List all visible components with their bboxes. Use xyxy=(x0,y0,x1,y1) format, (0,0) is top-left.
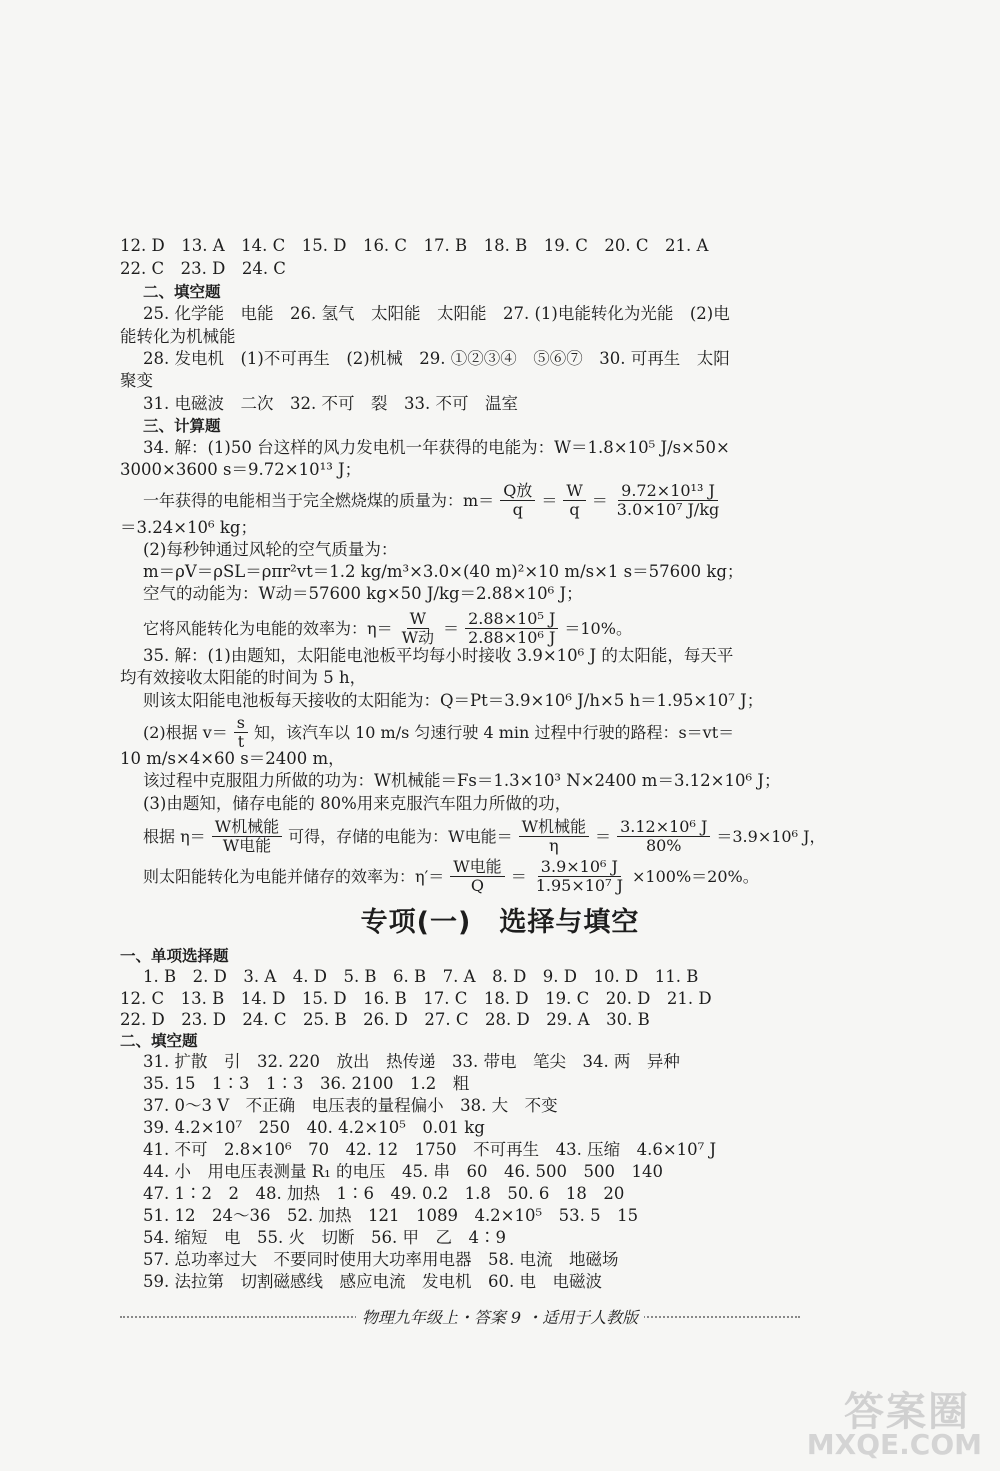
equation-text: ＝3.9×10⁶ J， xyxy=(716,826,826,846)
answer-line: 聚变 xyxy=(120,371,153,390)
answer-line: 44. 小 用电压表测量 R₁ 的电压 45. 串 60 46. 500 500 140 xyxy=(143,1162,663,1181)
denominator: t xyxy=(237,732,245,751)
denominator: W动 xyxy=(401,628,435,647)
answer-line: 22. C 23. D 24. C xyxy=(120,259,286,278)
denominator: 2.88×10⁶ J xyxy=(468,628,556,647)
equation-solar-efficiency xyxy=(143,858,759,895)
answer-line: 57. 总功率过大 不要同时使用大功率用电器 58. 电流 地磁场 xyxy=(143,1250,619,1269)
equation-text: 根据 η＝ xyxy=(143,826,206,846)
equals-sign: ＝ xyxy=(541,490,558,510)
footer-label: 物理九年级上・答案 9 ・适用于人教版 xyxy=(356,1308,644,1327)
numerator: W xyxy=(563,482,585,501)
fraction xyxy=(563,482,585,519)
equation-text: ＝10%。 xyxy=(564,618,632,638)
solution-line: ＝3.24×10⁶ kg； xyxy=(120,518,257,537)
solution-line: 空气的动能为：W动＝57600 kg×50 J/kg＝2.88×10⁶ J； xyxy=(143,584,583,603)
equation-text: ×100%＝20%。 xyxy=(632,866,759,886)
equation-distance xyxy=(143,714,734,751)
equals-sign: ＝ xyxy=(595,826,612,846)
fraction xyxy=(617,818,710,855)
fraction xyxy=(234,714,248,751)
answer-line: 22. D 23. D 24. C 25. B 26. D 27. C 28. D 29. A 30. B xyxy=(120,1010,650,1029)
denominator: q xyxy=(569,500,580,519)
page-footer xyxy=(0,1305,1000,1328)
answer-line: 35. 15 1∶3 1∶3 36. 2100 1.2 粗 xyxy=(143,1074,470,1093)
solution-line: 均有效接收太阳能的时间为 5 h， xyxy=(120,668,367,687)
denominator: W电能 xyxy=(222,836,272,855)
fraction xyxy=(519,818,589,855)
numerator: Q放 xyxy=(500,482,535,501)
fraction xyxy=(465,610,558,647)
numerator: W xyxy=(407,610,429,629)
answer-line: 39. 4.2×10⁷ 250 40. 4.2×10⁵ 0.01 kg xyxy=(143,1118,485,1137)
numerator: W机械能 xyxy=(519,818,589,837)
solution-line: 34. 解：(1)50 台这样的风力发电机一年获得的电能为：W＝1.8×10⁵ J/s×50× xyxy=(143,438,730,457)
section-heading: 二、填空题 xyxy=(120,1032,198,1050)
fraction xyxy=(614,482,722,519)
section-heading: 三、计算题 xyxy=(143,417,221,435)
numerator: 3.9×10⁶ J xyxy=(538,858,621,877)
denominator: Q xyxy=(470,876,485,895)
answer-line: 能转化为机械能 xyxy=(120,327,236,346)
answer-line: 54. 缩短 电 55. 火 切断 56. 甲 乙 4∶9 xyxy=(143,1228,506,1247)
equation-coal-mass xyxy=(143,482,724,519)
equation-text: 则太阳能转化为电能并储存的效率为：η′＝ xyxy=(143,866,445,886)
denominator: 3.0×10⁷ J/kg xyxy=(616,500,720,519)
answer-line: 31. 扩散 引 32. 220 放出 热传递 33. 带电 笔尖 34. 两 异种 xyxy=(143,1052,680,1071)
solution-line: (3)由题知，储存电能的 80%用来克服汽车阻力所做的功， xyxy=(143,794,572,813)
equation-text: 一年获得的电能相当于完全燃烧煤的质量为：m＝ xyxy=(143,490,495,510)
fraction xyxy=(212,818,282,855)
answer-line: 1. B 2. D 3. A 4. D 5. B 6. B 7. A 8. D 9. D 10. D 11. B xyxy=(143,967,699,986)
numerator: s xyxy=(234,714,248,733)
equals-sign: ＝ xyxy=(591,490,608,510)
answer-line: 25. 化学能 电能 26. 氢气 太阳能 太阳能 27. (1)电能转化为光能 (2)电 xyxy=(143,304,730,323)
equation-text: 它将风能转化为电能的效率为：η＝ xyxy=(143,618,393,638)
watermark-url: MXQE.COM xyxy=(806,1428,982,1461)
solution-line: m＝ρV＝ρSL＝ρπr²vt＝1.2 kg/m³×3.0×(40 m)²×10 m/s×1 s＝57600 kg； xyxy=(143,562,744,581)
equation-text: 知，该汽车以 10 m/s 匀速行驶 4 min 过程中行驶的路程：s＝vt＝ xyxy=(254,722,735,742)
fraction xyxy=(533,858,626,895)
denominator: η xyxy=(549,836,559,855)
numerator: 2.88×10⁵ J xyxy=(465,610,558,629)
equals-sign: ＝ xyxy=(443,618,460,638)
answer-line: 59. 法拉第 切割磁感线 感应电流 发电机 60. 电 电磁波 xyxy=(143,1272,602,1291)
fraction xyxy=(500,482,535,519)
answer-line: 12. D 13. A 14. C 15. D 16. C 17. B 18. B 19. C 20. C 21. A xyxy=(120,236,709,255)
equation-text: (2)根据 v＝ xyxy=(143,722,228,742)
watermark-logo: 答案圈 xyxy=(844,1389,970,1435)
solution-line: 35. 解：(1)由题知，太阳能电池板平均每小时接收 3.9×10⁶ J 的太阳能，每天平 xyxy=(143,646,734,665)
denominator: 1.95×10⁷ J xyxy=(535,876,624,895)
equation-text: 可得，存储的电能为：W电能＝ xyxy=(288,826,513,846)
solution-line: 3000×3600 s＝9.72×10¹³ J； xyxy=(120,460,362,479)
answer-line: 28. 发电机 (1)不可再生 (2)机械 29. ①②③④ ⑤⑥⑦ 30. 可再生 太阳 xyxy=(143,349,730,368)
answer-line: 47. 1∶2 2 48. 加热 1∶6 49. 0.2 1.8 50. 6 18 20 xyxy=(143,1184,625,1203)
section-heading: 二、填空题 xyxy=(143,283,221,301)
answer-line: 41. 不可 2.8×10⁶ 70 42. 12 1750 不可再生 43. 压缩 4.6×10⁷ J xyxy=(143,1140,717,1159)
answer-line: 37. 0～3 V 不正确 电压表的量程偏小 38. 大 不变 xyxy=(143,1096,558,1115)
equation-stored-energy xyxy=(143,818,826,855)
section-heading: 一、单项选择题 xyxy=(120,947,229,965)
answer-line: 51. 12 24～36 52. 加热 121 1089 4.2×10⁵ 53. 5 15 xyxy=(143,1206,639,1225)
section-title: 专项(一) 选择与填空 xyxy=(360,907,640,938)
solution-line: 10 m/s×4×60 s＝2400 m， xyxy=(120,749,345,768)
numerator: 3.12×10⁶ J xyxy=(617,818,710,837)
fraction xyxy=(450,858,504,895)
equation-wind-efficiency xyxy=(143,610,632,647)
denominator: q xyxy=(512,500,523,519)
solution-line: (2)每秒钟通过风轮的空气质量为： xyxy=(143,540,398,559)
denominator: 80% xyxy=(645,836,682,855)
equals-sign: ＝ xyxy=(510,866,527,886)
answer-line: 12. C 13. B 14. D 15. D 16. B 17. C 18. D 19. C 20. D 21. D xyxy=(120,989,712,1008)
fraction xyxy=(399,610,437,647)
solution-line: 该过程中克服阻力所做的功为：W机械能＝Fs＝1.3×10³ N×2400 m＝3.12×10⁶ J； xyxy=(143,771,781,790)
solution-line: 则该太阳能电池板每天接收的太阳能为：Q＝Pt＝3.9×10⁶ J/h×5 h＝1.95×10⁷ J； xyxy=(143,691,764,710)
numerator: W电能 xyxy=(450,858,504,877)
numerator: 9.72×10¹³ J xyxy=(618,482,718,501)
numerator: W机械能 xyxy=(212,818,282,837)
answer-line: 31. 电磁波 二次 32. 不可 裂 33. 不可 温室 xyxy=(143,394,518,413)
